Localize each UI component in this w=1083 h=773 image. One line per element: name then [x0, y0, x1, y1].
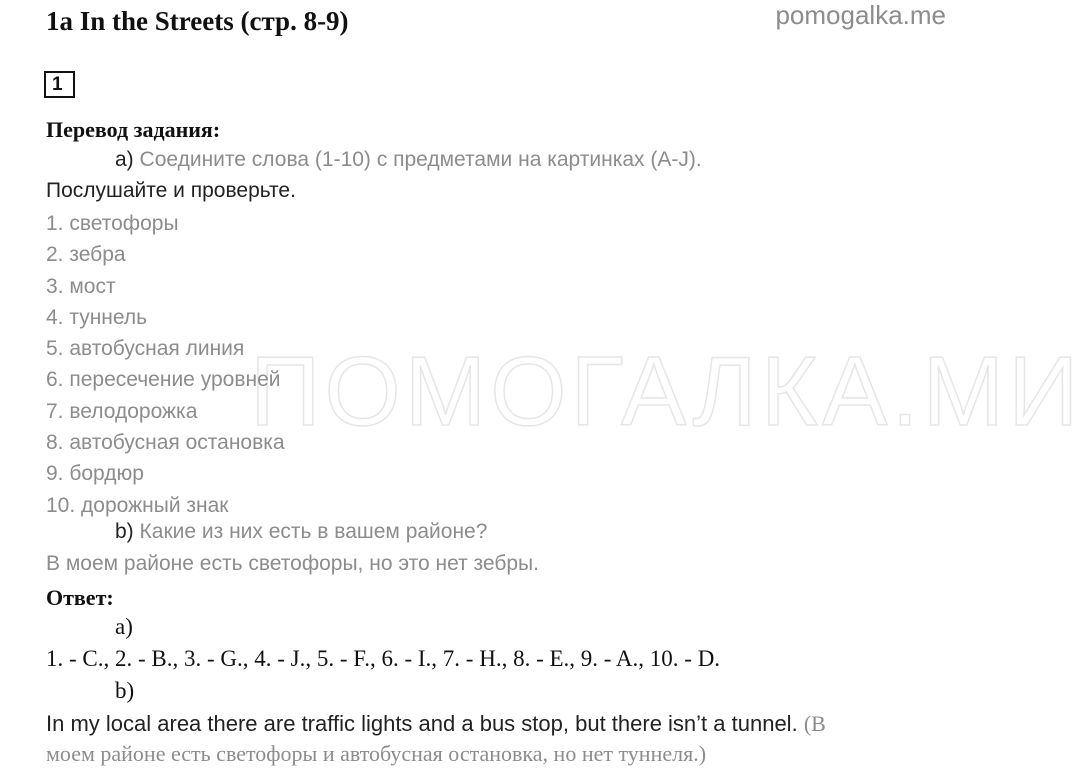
site-name[interactable]: pomogalka.me [775, 0, 946, 30]
list-item: 5. автобусная линия [46, 337, 245, 361]
answer-a-text: 1. - C., 2. - B., 3. - G., 4. - J., 5. - F., 6. - I., 7. - H., 8. - E., 9. - A., 10. - D. [46, 646, 721, 671]
list-item: 8. автобусная остановка [46, 431, 285, 455]
list-item: 6. пересечение уровней [46, 368, 281, 392]
task-a-letter: а) [115, 148, 134, 171]
answer-b-letter: b) [115, 678, 135, 703]
exercise-number: 1 [44, 71, 75, 98]
answer-b-russian-start: (В [803, 711, 826, 736]
task-b-text: Какие из них есть в вашем районе? [139, 520, 488, 543]
task-a-line2: Послушайте и проверьте. [46, 179, 296, 202]
task-a-text: Соедините слова (1-10) с предметами на картинках (A-J). [139, 148, 702, 171]
task-a-line [115, 148, 702, 172]
list-item: 7. велодорожка [46, 399, 198, 423]
list-item: 9. бордюр [46, 462, 144, 486]
watermark: ПОМОГАЛКА.МИ [250, 336, 1083, 446]
word-list [46, 208, 285, 521]
page-title: 1a In the Streets (стр. 8-9) [46, 6, 349, 36]
answer-a-letter: a) [115, 614, 133, 639]
list-item: 10. дорожный знак [46, 493, 229, 517]
list-item: 3. мост [46, 274, 116, 298]
translation-heading: Перевод задания: [46, 117, 221, 142]
list-item: 2. зебра [46, 243, 126, 267]
answer-b-line1 [46, 711, 826, 737]
list-item: 4. туннель [46, 305, 148, 329]
task-b-example: В моем районе есть светофоры, но это нет зебры. [46, 552, 539, 575]
answer-b-english: In my local area there are traffic lights and a bus stop, but there isn’t a tunnel. [46, 711, 798, 736]
task-b-letter: b) [115, 520, 134, 543]
task-b-line [115, 520, 487, 544]
answer-heading: Ответ: [46, 585, 114, 610]
answer-b-russian: моем районе есть светофоры и автобусная остановка, но нет туннеля.) [46, 741, 707, 766]
list-item: 1. светофоры [46, 212, 179, 235]
